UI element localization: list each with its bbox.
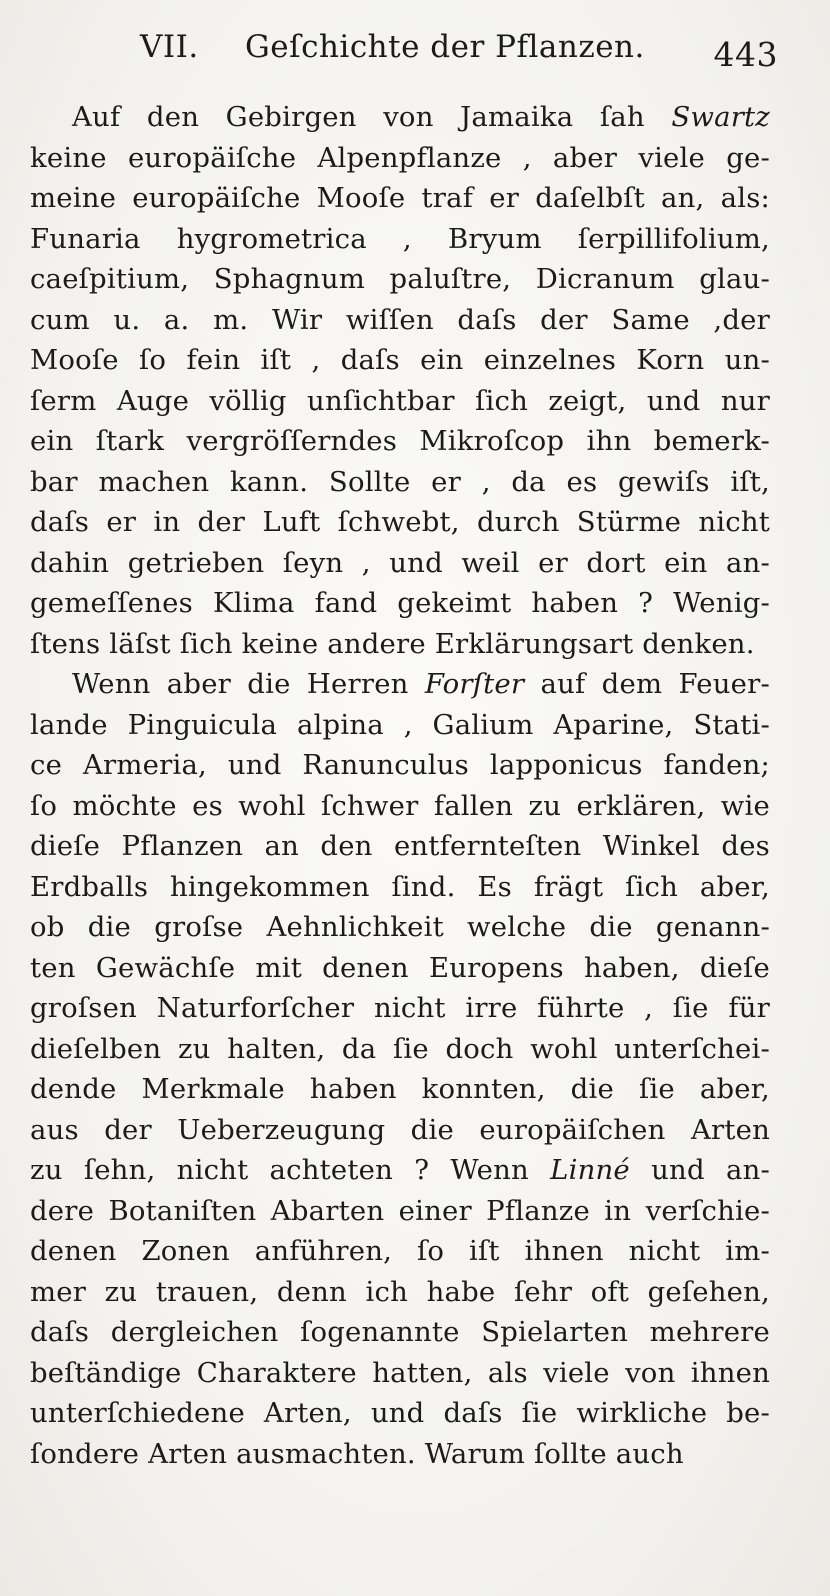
- text-line: [30, 219, 770, 260]
- paragraph-2: [30, 664, 770, 1474]
- text-line: [30, 948, 770, 989]
- text-line: [30, 867, 770, 908]
- text-line: [30, 502, 770, 543]
- text-line: [30, 826, 770, 867]
- text-segment: daſs dergleichen ſogenannte Spielarten mehrere: [30, 1316, 770, 1348]
- text-segment: ſtens läſst ſich keine andere Erklärungsart denken.: [30, 627, 755, 660]
- text-segment: bar machen kann. Sollte er , da es gewiſs iſt,: [30, 465, 770, 498]
- text-line: [30, 1272, 770, 1313]
- chapter-title: Geſchichte der Pflanzen.: [245, 29, 645, 65]
- text-line: [30, 543, 770, 584]
- text-segment: Wenn aber die Herren: [72, 668, 425, 700]
- text-segment: zu ſehn, nicht achteten ? Wenn: [30, 1154, 551, 1186]
- text-line: [30, 462, 770, 503]
- text-segment: aus der Ueberzeugung die europäiſchen Arten: [30, 1113, 770, 1146]
- text-line: [30, 421, 770, 462]
- text-segment: ſerm Auge völlig unſichtbar ſich zeigt, und nur: [30, 384, 770, 417]
- text-line: [30, 1312, 770, 1353]
- chapter-number: VII.: [140, 29, 199, 65]
- text-line: [30, 1110, 770, 1151]
- text-line: [30, 300, 770, 341]
- text-segment: gemeſſenes Klima fand gekeimt haben ? Wenig-: [30, 587, 770, 619]
- italic-name: Linné: [550, 1154, 630, 1186]
- text-segment: auf dem Feuer-: [524, 668, 770, 700]
- text-line: [30, 1434, 770, 1475]
- text-segment: Erdballs hingekommen ſind. Es frägt ſich aber,: [30, 870, 770, 903]
- page-number: 443: [713, 35, 778, 74]
- text-line: [30, 1069, 770, 1110]
- text-line: [30, 786, 770, 827]
- text-segment: Funaria hygrometrica , Bryum ſerpillifolium,: [30, 222, 770, 255]
- text-line: [30, 340, 770, 381]
- text-segment: mer zu trauen, denn ich habe ſehr oft geſehen,: [30, 1275, 770, 1308]
- text-line: [30, 1191, 770, 1232]
- text-line: [30, 1150, 770, 1191]
- text-segment: unterſchiedene Arten, und daſs ſie wirkliche be-: [30, 1397, 770, 1429]
- text-segment: Auf den Gebirgen von Jamaika ſah: [72, 101, 672, 133]
- text-segment: groſsen Naturforſcher nicht irre führte , ſie für: [30, 992, 770, 1024]
- text-line: [30, 664, 770, 705]
- text-line: [30, 138, 770, 179]
- text-segment: denen Zonen anführen, ſo iſt ihnen nicht im-: [30, 1235, 770, 1267]
- text-line: [30, 907, 770, 948]
- text-line: [30, 583, 770, 624]
- paragraph-1: [30, 97, 770, 664]
- text-line: [30, 988, 770, 1029]
- text-segment: lande Pinguicula alpina , Galium Aparine, Stati-: [30, 708, 770, 741]
- text-line: [30, 1353, 770, 1394]
- text-segment: dahin getrieben ſeyn , und weil er dort ein an-: [30, 546, 770, 579]
- italic-name: Swartz: [671, 101, 770, 133]
- text-segment: cum u. a. m. Wir wiſſen daſs der Same ,der: [30, 303, 770, 336]
- page-body: [30, 97, 770, 1474]
- text-segment: Mooſe ſo fein iſt , daſs ein einzelnes Korn un-: [30, 344, 770, 376]
- text-segment: caeſpitium, Sphagnum paluſtre, Dicranum glau-: [30, 263, 770, 295]
- text-line: [30, 381, 770, 422]
- text-segment: ſondere Arten ausmachten. Warum ſollte auch: [30, 1437, 684, 1470]
- text-segment: dende Merkmale haben konnten, die ſie aber,: [30, 1073, 770, 1105]
- text-segment: ob die groſse Aehnlichkeit welche die genann-: [30, 911, 770, 943]
- running-header: [140, 22, 780, 72]
- text-line: [30, 1393, 770, 1434]
- text-line: [30, 624, 770, 665]
- text-line: [30, 1029, 770, 1070]
- text-segment: meine europäiſche Mooſe traf er daſelbſt an, als:: [30, 182, 770, 214]
- italic-name: Forſter: [424, 668, 525, 700]
- text-segment: daſs er in der Luft ſchwebt, durch Stürme nicht: [30, 506, 770, 538]
- text-segment: dieſe Pflanzen an den entfernteſten Winkel des: [30, 830, 770, 862]
- text-line: [30, 259, 770, 300]
- text-segment: ein ſtark vergröſſerndes Mikroſcop ihn bemerk-: [30, 425, 770, 457]
- text-segment: ce Armeria, und Ranunculus lapponicus fanden;: [30, 749, 770, 781]
- text-segment: dieſelben zu halten, da ſie doch wohl unterſchei-: [30, 1032, 770, 1065]
- text-segment: beſtändige Charaktere hatten, als viele von ihnen: [30, 1356, 770, 1389]
- text-line: [30, 97, 770, 138]
- text-line: [30, 178, 770, 219]
- text-line: [30, 1231, 770, 1272]
- text-segment: ſo möchte es wohl ſchwer fallen zu erklären, wie: [30, 789, 770, 822]
- text-line: [30, 745, 770, 786]
- text-segment: und an-: [629, 1154, 770, 1186]
- text-segment: dere Botaniſten Abarten einer Pflanze in verſchie-: [30, 1194, 770, 1227]
- text-line: [30, 705, 770, 746]
- text-segment: ten Gewächſe mit denen Europens haben, dieſe: [30, 951, 770, 984]
- text-segment: keine europäiſche Alpenpflanze , aber viele ge-: [30, 141, 770, 174]
